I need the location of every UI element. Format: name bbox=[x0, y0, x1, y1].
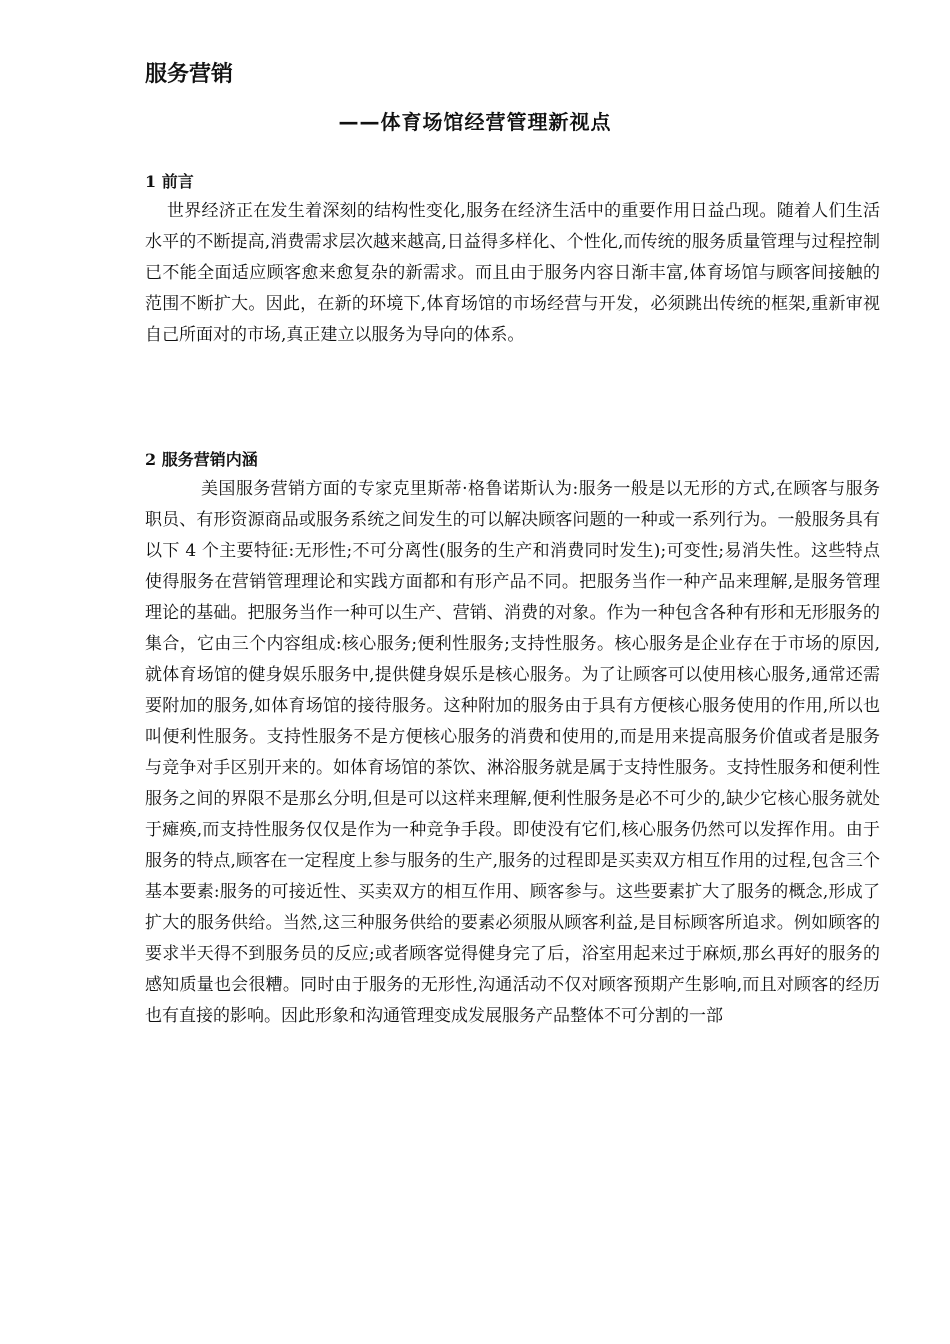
section-paragraph: 美国服务营销方面的专家克里斯蒂·格鲁诺斯认为:服务一般是以无形的方式,在顾客与服务职员、有形资源商品或服务系统之间发生的可以解决顾客问题的一种或一系列行为。一般服务具有以下 4 个主要特征:无形性;不可分离性(服务的生产和消费同时发生);可变性;易消失性。这些特点使得服务在营销管理理论和实践方面都和有形产品不同。把服务当作一种产品来理解,是服务管理理论的基础。把服务当作一种可以生产、营销、消费的对象。作为一种包含各种有形和无形服务的集合，它由三个内容组成:核心服务;便利性服务;支持性服务。核心服务是企业存在于市场的原因,就体育场馆的健身娱乐服务中,提供健身娱乐是核心服务。为了让顾客可以使用核心服务,通常还需要附加的服务,如体育场馆的接待服务。这种附加的服务由于具有方便核心服务使用的作用,所以也叫便利性服务。支持性服务不是方便核心服务的消费和使用的,而是用来提高服务价值或者是服务与竞争对手区别开来的。如体育场馆的茶饮、淋浴服务就是属于支持性服务。支持性服务和便利性服务之间的界限不是那幺分明,但是可以这样来理解,便利性服务是必不可少的,缺少它核心服务就处于瘫痪,而支持性服务仅仅是作为一种竞争手段。即使没有它们,核心服务仍然可以发挥作用。由于服务的特点,顾客在一定程度上参与服务的生产,服务的过程即是买卖双方相互作用的过程,包含三个基本要素:服务的可接近性、买卖双方的相互作用、顾客参与。这些要素扩大了服务的概念,形成了扩大的服务供给。当然,这三种服务供给的要素必须服从顾客利益,是目标顾客所追求。例如顾客的要求半天得不到服务员的反应;或者顾客觉得健身完了后，浴室用起来过于麻烦,那幺再好的服务的感知质量也会很糟。同时由于服务的无形性,沟通活动不仅对顾客预期产生影响,而且对顾客的经历也有直接的影响。因此形象和沟通管理变成发展服务产品整体不可分割的一部 bbox=[145, 479, 880, 1026]
document-title: 服务营销 bbox=[145, 62, 234, 87]
section-service-marketing-meaning bbox=[145, 448, 880, 1032]
document-subtitle: ——体育场馆经营管理新视点 bbox=[338, 110, 612, 134]
section-paragraph: 世界经济正在发生着深刻的结构性变化,服务在经济生活中的重要作用日益凸现。随着人们生活水平的不断提高,消费需求层次越来越高,日益得多样化、个性化,而传统的服务质量管理与过程控制已不能全面适应顾客愈来愈复杂的新需求。而且由于服务内容日渐丰富,体育场馆与顾客间接触的范围不断扩大。因此，在新的环境下,体育场馆的市场经营与开发，必须跳出传统的框架,重新审视自己所面对的市场,真正建立以服务为导向的体系。 bbox=[145, 201, 880, 345]
section-introduction bbox=[145, 170, 880, 351]
section-heading: 1 前言 bbox=[145, 172, 194, 191]
section-heading: 2 服务营销内涵 bbox=[145, 450, 258, 469]
